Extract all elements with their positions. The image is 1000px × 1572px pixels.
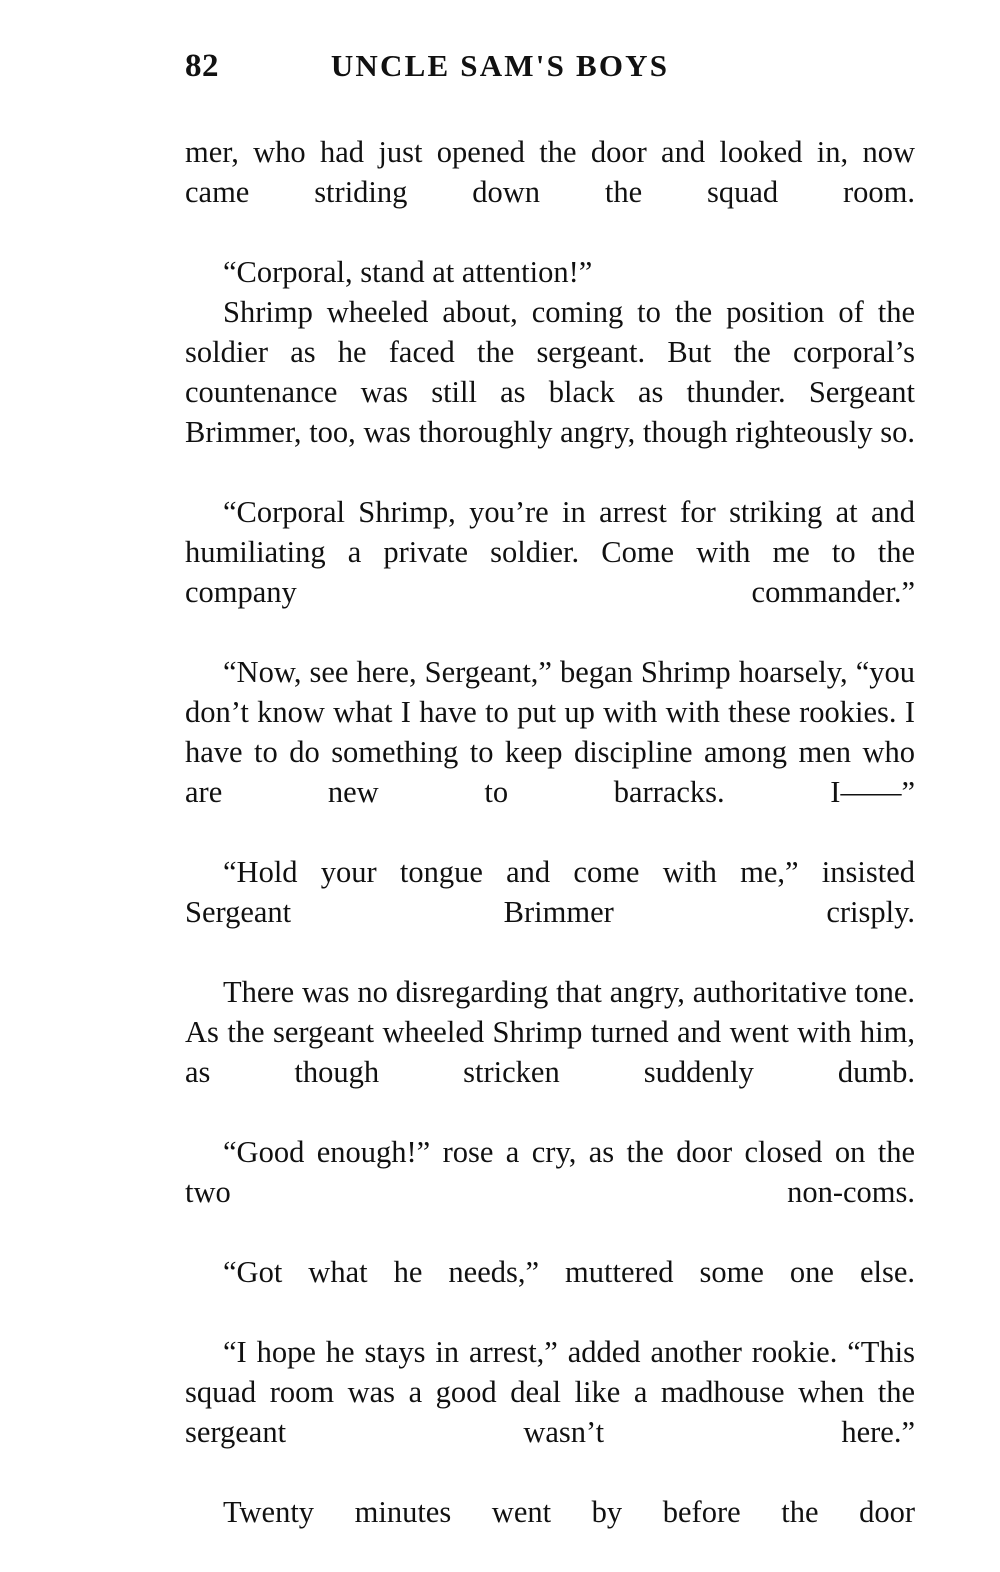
paragraph: “Good enough!” rose a cry, as the door closed on the two non-coms. xyxy=(185,1135,915,1209)
paragraph: Shrimp wheeled about, coming to the position of the soldier as he faced the sergeant. But the corporal’s countenance was still as black as thunder. Sergeant Brimmer, too, was thoroughly angry, though righteously so. xyxy=(185,295,915,449)
paragraph: “Now, see here, Sergeant,” began Shrimp hoarsely, “you don’t know what I have to put up with with these rookies. I have to do something to keep discipline among men who are new to barracks. I——” xyxy=(185,655,915,809)
paragraph: There was no disregarding that angry, authoritative tone. As the sergeant wheeled Shrimp turned and went with him, as though stricken suddenly dumb. xyxy=(185,975,915,1089)
paragraph: mer, who had just opened the door and looked in, now came striding down the squad room. xyxy=(185,135,915,209)
paragraph: “Corporal Shrimp, you’re in arrest for striking at and humiliating a private soldier. Come with me to the company commander.” xyxy=(185,495,915,609)
page-header xyxy=(185,48,815,94)
page-body xyxy=(185,132,915,1572)
paragraph: “I hope he stays in arrest,” added another rookie. “This squad room was a good deal like a madhouse when the sergeant wasn’t here.” xyxy=(185,1335,915,1449)
running-title: UNCLE SAM'S BOYS xyxy=(330,48,670,83)
page-number: 82 xyxy=(185,48,219,84)
paragraph: “Hold your tongue and come with me,” insisted Sergeant Brimmer crisply. xyxy=(185,855,915,929)
paragraph: “Got what he needs,” muttered some one else. xyxy=(223,1255,915,1289)
paragraph: Twenty minutes went by before the door xyxy=(223,1495,915,1529)
paragraph: “Corporal, stand at attention!” xyxy=(223,255,593,289)
